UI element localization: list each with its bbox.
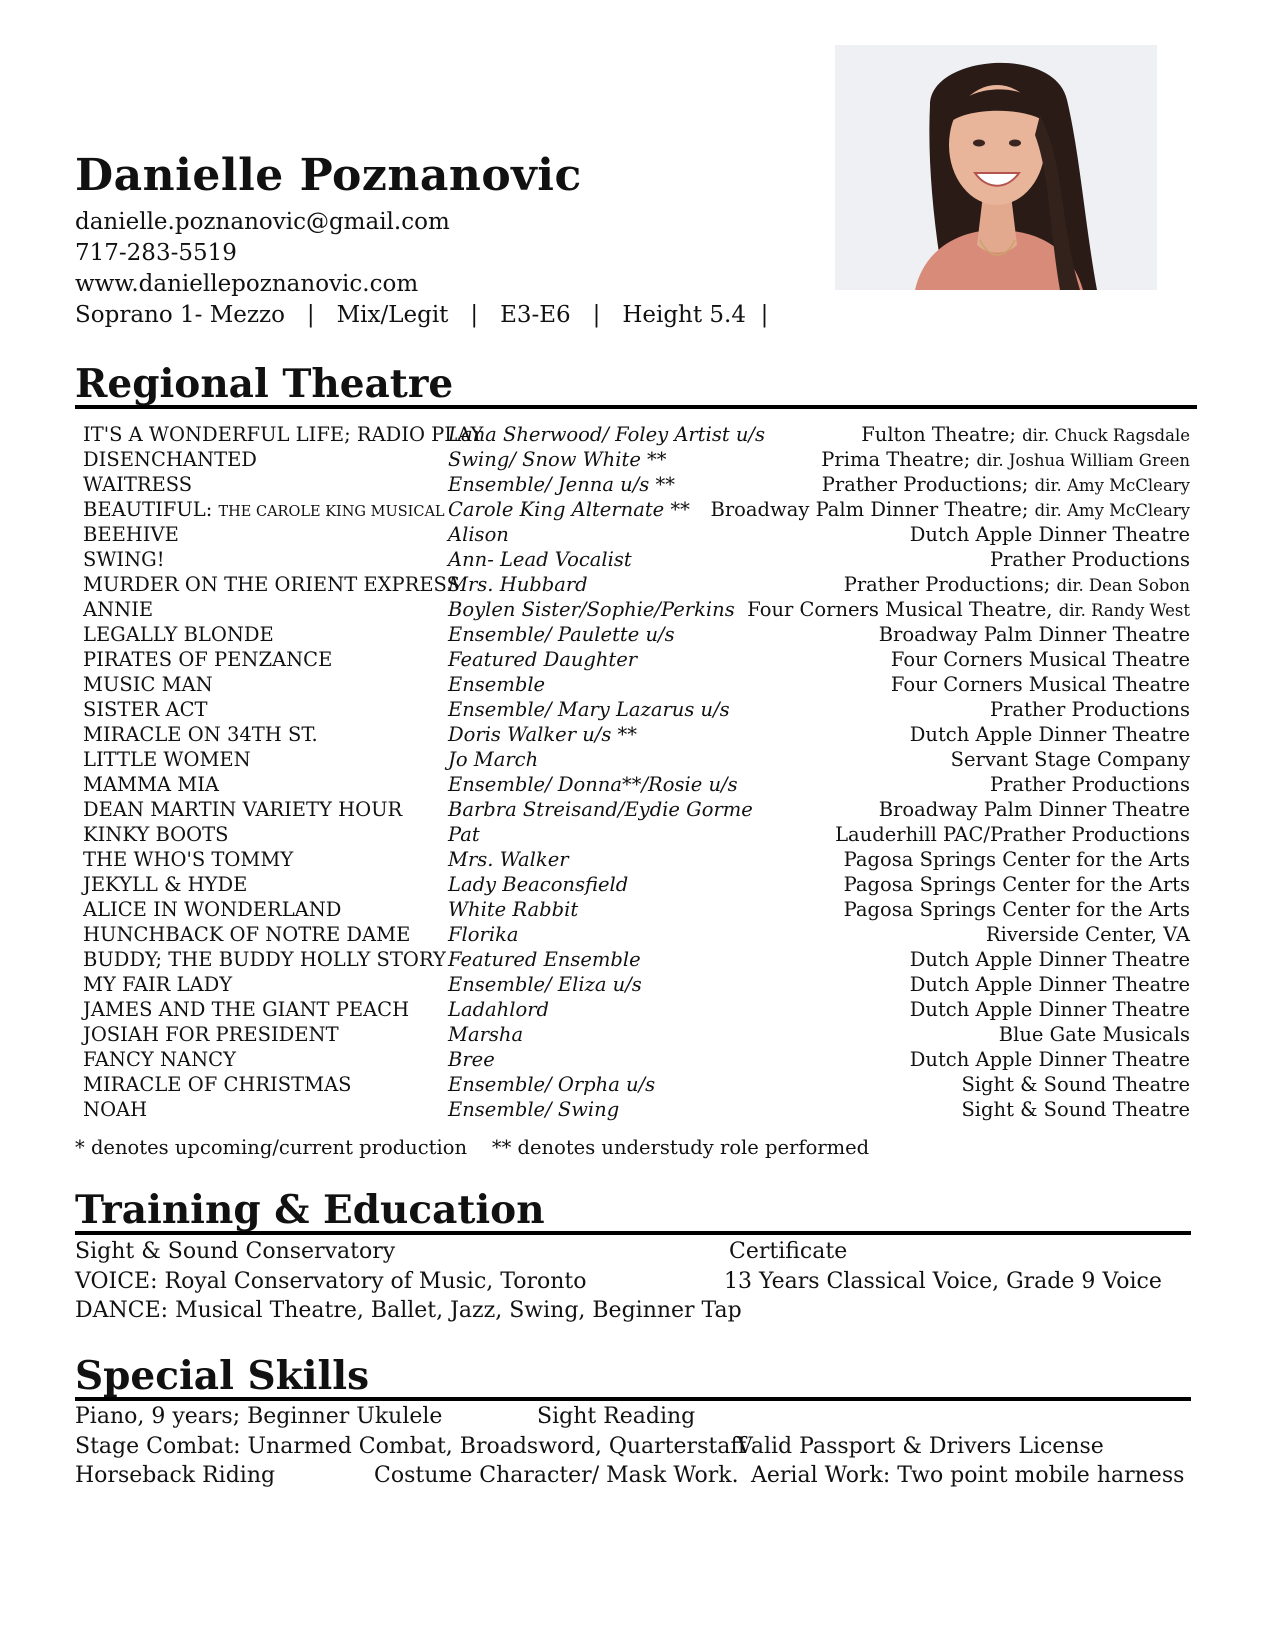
credit-venue	[844, 872, 1190, 897]
credit-role: Marsha	[448, 1023, 524, 1046]
credit-role: Lady Beaconsfield	[448, 873, 629, 896]
skill-stage-combat: Stage Combat: Unarmed Combat, Broadsword, Quarterstaff	[75, 1434, 746, 1459]
credit-venue-name: Servant Stage Company	[950, 748, 1190, 771]
credit-show-title: HUNCHBACK OF NOTRE DAME	[83, 923, 411, 946]
credit-venue	[910, 997, 1190, 1022]
credit-show	[83, 672, 213, 697]
credit-role: Ladahlord	[448, 998, 550, 1021]
credit-show-title: NOAH	[83, 1098, 148, 1121]
training-item: VOICE: Royal Conservatory of Music, Toronto	[75, 1268, 587, 1294]
credit-show-title: DISENCHANTED	[83, 448, 257, 471]
credit-row	[0, 597, 1275, 622]
training-detail: Certificate	[729, 1239, 848, 1264]
credit-show	[83, 697, 208, 722]
credit-venue-name: Prather Productions	[989, 548, 1190, 571]
training-left	[75, 1237, 742, 1326]
credit-venue-name: Blue Gate Musicals	[998, 1023, 1190, 1046]
credit-show	[83, 1047, 236, 1072]
credit-venue	[910, 1047, 1190, 1072]
credit-row	[0, 772, 1275, 797]
credit-role: Jo March	[448, 748, 539, 771]
credit-venue-name: Sight & Sound Theatre	[961, 1073, 1190, 1096]
credit-show	[83, 647, 332, 672]
credit-show	[83, 497, 445, 525]
section-heading-training: Training & Education	[75, 1187, 545, 1233]
credit-role: Carole King Alternate **	[448, 498, 690, 521]
footnotes	[75, 1136, 869, 1159]
section-rule	[75, 1231, 1191, 1235]
credit-row	[0, 872, 1275, 897]
training-right	[724, 1237, 1162, 1296]
credit-venue	[891, 672, 1190, 697]
credit-venue-name: Broadway Palm Dinner Theatre	[878, 623, 1190, 646]
credit-show-title: BEEHIVE	[83, 523, 179, 546]
credit-show	[83, 772, 219, 797]
credit-row	[0, 747, 1275, 772]
website: www.daniellepoznanovic.com	[75, 271, 419, 297]
credit-show-title: ANNIE	[83, 598, 154, 621]
credit-venue	[821, 447, 1190, 473]
credit-show	[83, 447, 257, 472]
credit-venue	[986, 922, 1190, 947]
credit-venue-name: Broadway Palm Dinner Theatre	[878, 798, 1190, 821]
credit-venue	[961, 1072, 1190, 1097]
credit-role: Ensemble/ Jenna u/s **	[448, 473, 675, 496]
credit-venue	[990, 547, 1190, 572]
credit-show-title: JOSIAH FOR PRESIDENT	[83, 1023, 339, 1046]
credit-row	[0, 547, 1275, 572]
skill-aerial: Aerial Work: Two point mobile harness	[751, 1463, 1185, 1488]
vocal-style: Mix/Legit	[336, 302, 449, 328]
credit-director: dir. Dean Sobon	[1056, 576, 1190, 595]
credit-show-title: LEGALLY BLONDE	[83, 623, 274, 646]
credit-show-title: SWING!	[83, 548, 165, 571]
credit-venue-name: Dutch Apple Dinner Theatre	[909, 948, 1190, 971]
credit-venue-name: Dutch Apple Dinner Theatre	[909, 723, 1190, 746]
credit-row	[0, 1047, 1275, 1072]
credit-row	[0, 572, 1275, 597]
credit-role: Ensemble/ Swing	[448, 1098, 620, 1121]
credit-show	[83, 522, 179, 547]
credit-role: Boylen Sister/Sophie/Perkins	[448, 598, 735, 621]
credit-show-title: MUSIC MAN	[83, 673, 213, 696]
credit-role: Bree	[448, 1048, 495, 1071]
credit-venue-name: Broadway Palm Dinner Theatre;	[710, 498, 1029, 521]
credit-role: Ensemble/ Eliza u/s	[448, 973, 642, 996]
credit-show-title: BEAUTIFUL:	[83, 498, 213, 521]
credit-role: Florika	[448, 923, 519, 946]
credit-role: Ensemble	[448, 673, 546, 696]
credit-director: dir. Amy McCleary	[1034, 476, 1190, 495]
credit-venue-name: Prima Theatre;	[821, 448, 971, 471]
training-item: DANCE: Musical Theatre, Ballet, Jazz, Swing, Beginner Tap	[75, 1298, 742, 1323]
credit-venue	[990, 697, 1190, 722]
credit-venue	[747, 597, 1190, 623]
credit-venue-name: Prather Productions;	[821, 473, 1029, 496]
credit-show	[83, 947, 446, 972]
credit-director: dir. Chuck Ragsdale	[1022, 426, 1190, 445]
credit-venue	[861, 422, 1190, 448]
credit-role: Ensemble/ Orpha u/s	[448, 1073, 656, 1096]
height: Height 5.4	[622, 302, 747, 328]
credit-venue-name: Four Corners Musical Theatre	[890, 673, 1190, 696]
credit-venue-name: Pagosa Springs Center for the Arts	[843, 898, 1190, 921]
credit-row	[0, 972, 1275, 997]
credit-venue-name: Four Corners Musical Theatre,	[747, 598, 1053, 621]
skill-costume: Costume Character/ Mask Work.	[374, 1463, 739, 1488]
credit-row	[0, 897, 1275, 922]
credit-row	[0, 1097, 1275, 1122]
credit-role: Featured Ensemble	[448, 948, 641, 971]
credit-show	[83, 1097, 147, 1122]
vocal-stats	[75, 300, 768, 331]
credit-show	[83, 722, 318, 747]
credit-role: White Rabbit	[448, 898, 579, 921]
credit-venue	[711, 497, 1190, 523]
note-upcoming: * denotes upcoming/current production	[75, 1136, 468, 1159]
credit-show	[83, 1022, 339, 1047]
skill-horseback: Horseback Riding	[75, 1463, 276, 1488]
credit-show-title: THE WHO'S TOMMY	[83, 848, 294, 871]
credit-show-title: ALICE IN WONDERLAND	[83, 898, 342, 921]
credit-show-title: JAMES AND THE GIANT PEACH	[83, 998, 410, 1021]
credit-show-title: MIRACLE OF CHRISTMAS	[83, 1073, 352, 1096]
vocal-notes: E3-E6	[500, 302, 571, 328]
credit-venue-name: Dutch Apple Dinner Theatre	[909, 998, 1190, 1021]
credit-show-title: MY FAIR LADY	[83, 973, 233, 996]
credit-venue	[910, 947, 1190, 972]
credit-show	[83, 897, 341, 922]
separator: |	[760, 302, 769, 328]
credit-show-title: MIRACLE ON 34TH ST.	[83, 723, 318, 746]
credit-show	[83, 922, 410, 947]
skill-sight-reading: Sight Reading	[537, 1404, 696, 1429]
credit-venue-name: Prather Productions;	[843, 573, 1051, 596]
credit-venue-name: Lauderhill PAC/Prather Productions	[835, 823, 1190, 846]
credit-row	[0, 847, 1275, 872]
credit-show-title: FANCY NANCY	[83, 1048, 236, 1071]
credit-venue-name: Pagosa Springs Center for the Arts	[843, 848, 1190, 871]
separator: |	[470, 302, 479, 328]
credit-show	[83, 622, 274, 647]
credit-show-title: LITTLE WOMEN	[83, 748, 251, 771]
credit-show-title: DEAN MARTIN VARIETY HOUR	[83, 798, 403, 821]
credit-show-title: KINKY BOOTS	[83, 823, 229, 846]
section-heading-skills: Special Skills	[75, 1353, 370, 1399]
credit-show	[83, 572, 460, 597]
credit-row	[0, 822, 1275, 847]
credit-show	[83, 747, 251, 772]
credit-show-title: MAMMA MIA	[83, 773, 220, 796]
credit-row	[0, 947, 1275, 972]
credit-venue-name: Four Corners Musical Theatre	[890, 648, 1190, 671]
credit-venue	[910, 972, 1190, 997]
credit-show-title: PIRATES OF PENZANCE	[83, 648, 333, 671]
credit-role: Ensemble/ Paulette u/s	[448, 623, 675, 646]
skill-piano: Piano, 9 years; Beginner Ukulele	[75, 1404, 443, 1429]
credit-show-title: WAITRESS	[83, 473, 193, 496]
credit-venue	[822, 472, 1190, 498]
credit-venue	[844, 847, 1190, 872]
credit-venue	[961, 1097, 1190, 1122]
credit-row	[0, 672, 1275, 697]
credit-show	[83, 972, 232, 997]
contact-block	[75, 207, 768, 331]
separator: |	[306, 302, 315, 328]
credit-venue	[891, 647, 1190, 672]
credit-role: Doris Walker u/s **	[448, 723, 638, 746]
credit-show	[83, 847, 293, 872]
credit-row	[0, 797, 1275, 822]
credit-show-subtitle: THE CAROLE KING MUSICAL	[218, 504, 445, 520]
credit-venue	[844, 897, 1190, 922]
credit-row	[0, 647, 1275, 672]
credit-role: Ensemble/ Mary Lazarus u/s	[448, 698, 730, 721]
credit-row	[0, 1072, 1275, 1097]
section-heading-regional-theatre: Regional Theatre	[75, 361, 454, 407]
separator: |	[592, 302, 601, 328]
vocal-range: Soprano 1- Mezzo	[75, 302, 285, 328]
credit-show-title: BUDDY; THE BUDDY HOLLY STORY	[83, 948, 446, 971]
credit-director: dir. Amy McCleary	[1034, 501, 1190, 520]
credit-role: Mrs. Walker	[448, 848, 569, 871]
phone: 717-283-5519	[75, 240, 237, 266]
credit-role: Swing/ Snow White **	[448, 448, 667, 471]
credit-venue	[910, 722, 1190, 747]
credit-role: Featured Daughter	[448, 648, 638, 671]
credit-venue	[844, 572, 1190, 598]
credit-show	[83, 822, 228, 847]
credit-venue-name: Fulton Theatre;	[861, 423, 1016, 446]
credit-row	[0, 622, 1275, 647]
credit-show	[83, 1072, 352, 1097]
credit-role: Pat	[448, 823, 480, 846]
training-item: Sight & Sound Conservatory	[75, 1239, 396, 1264]
credit-venue-name: Pagosa Springs Center for the Arts	[843, 873, 1190, 896]
credit-venue	[835, 822, 1190, 847]
credit-role: Mrs. Hubbard	[448, 573, 588, 596]
credit-show	[83, 472, 192, 497]
note-understudy: ** denotes understudy role performed	[491, 1136, 870, 1159]
credit-venue	[910, 522, 1190, 547]
credit-row	[0, 522, 1275, 547]
credit-role: Barbra Streisand/Eydie Gorme	[448, 798, 753, 821]
headshot-photo	[835, 45, 1157, 290]
section-rule	[75, 1397, 1191, 1401]
credit-row	[0, 997, 1275, 1022]
credit-show-title: MURDER ON THE ORIENT EXPRESS	[83, 573, 460, 596]
credit-show	[83, 422, 483, 447]
credit-show	[83, 997, 409, 1022]
credit-venue	[951, 747, 1190, 772]
headshot-illustration	[835, 45, 1157, 290]
training-detail: 13 Years Classical Voice, Grade 9 Voice	[724, 1268, 1162, 1294]
credit-show-title: IT'S A WONDERFUL LIFE; RADIO PLAY	[83, 423, 484, 446]
credit-venue-name: Riverside Center, VA	[985, 923, 1190, 946]
section-rule	[75, 405, 1197, 409]
credit-show-title: JEKYLL & HYDE	[83, 873, 248, 896]
credit-director: dir. Randy West	[1058, 601, 1190, 620]
credit-venue-name: Prather Productions	[989, 698, 1190, 721]
credit-row	[0, 722, 1275, 747]
credit-venue	[879, 622, 1190, 647]
credit-venue	[990, 772, 1190, 797]
credit-show	[83, 547, 165, 572]
email: danielle.poznanovic@gmail.com	[75, 209, 450, 235]
credit-row	[0, 447, 1275, 472]
credit-row	[0, 697, 1275, 722]
credit-role: Ann- Lead Vocalist	[448, 548, 632, 571]
credit-venue-name: Dutch Apple Dinner Theatre	[909, 973, 1190, 996]
credit-row	[0, 922, 1275, 947]
credit-director: dir. Joshua William Green	[976, 451, 1190, 470]
credit-role: Lana Sherwood/ Foley Artist u/s	[448, 423, 766, 446]
credit-venue-name: Dutch Apple Dinner Theatre	[909, 1048, 1190, 1071]
credit-show	[83, 797, 402, 822]
credit-venue-name: Dutch Apple Dinner Theatre	[909, 523, 1190, 546]
credit-show	[83, 597, 153, 622]
credit-role: Alison	[448, 523, 509, 546]
credit-venue	[879, 797, 1190, 822]
credit-row	[0, 497, 1275, 522]
credit-role: Ensemble/ Donna**/Rosie u/s	[448, 773, 738, 796]
credit-row	[0, 472, 1275, 497]
credit-show-title: SISTER ACT	[83, 698, 208, 721]
credit-row	[0, 1022, 1275, 1047]
credit-row	[0, 422, 1275, 447]
skill-passport: Valid Passport & Drivers License	[737, 1434, 1104, 1459]
credit-venue	[999, 1022, 1190, 1047]
applicant-name: Danielle Poznanovic	[75, 150, 582, 201]
credit-venue-name: Prather Productions	[989, 773, 1190, 796]
credit-venue-name: Sight & Sound Theatre	[961, 1098, 1190, 1121]
credit-show	[83, 872, 247, 897]
